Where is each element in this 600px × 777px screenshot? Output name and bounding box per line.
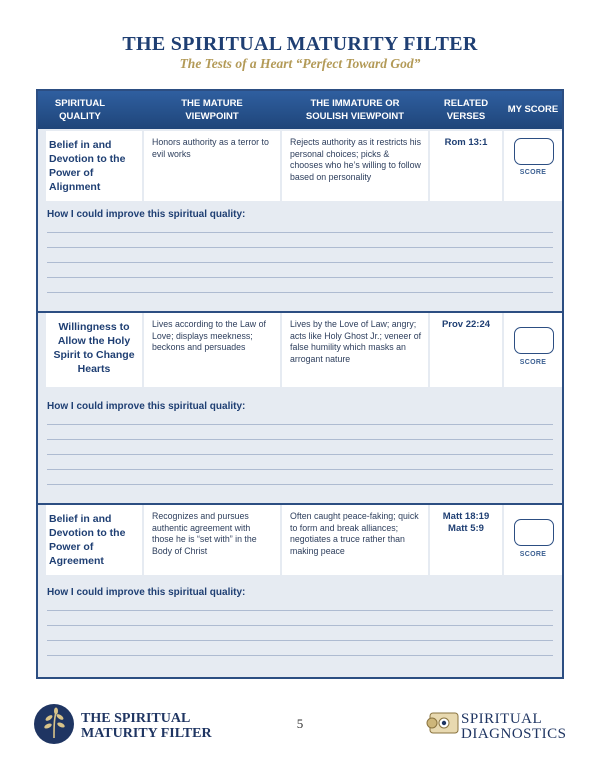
improve-label: How I could improve this spiritual quality:	[47, 209, 246, 220]
improve-label: How I could improve this spiritual quality:	[47, 401, 246, 412]
writing-line	[47, 625, 553, 626]
score-input[interactable]	[514, 519, 554, 546]
header-verses-line2: VERSES	[446, 111, 486, 122]
verses-cell	[430, 505, 502, 575]
score-label: SCORE	[519, 169, 547, 176]
mature-cell	[144, 313, 280, 387]
verses-cell	[430, 131, 502, 201]
mature-text: Lives according to the Law of Love; displays meekness; beckons and persuades	[152, 319, 266, 352]
immature-text: Rejects authority as it restricts his personal choices; picks & chooses who he’s willing to follow based on personality	[290, 137, 422, 182]
quality-cell	[46, 313, 142, 387]
table-header	[38, 91, 562, 129]
header-immature-line1: THE IMMATURE OR	[310, 98, 400, 109]
publisher-line2: DIAGNOSTICS	[461, 726, 567, 742]
footer-brand-line2: MATURITY FILTER	[81, 726, 212, 741]
quality-section-2	[38, 313, 562, 503]
publisher-line1: SPIRITUAL	[461, 711, 543, 727]
writing-line	[47, 424, 553, 425]
quality-name: Belief in and Devotion to the Power of Alignment	[49, 139, 126, 193]
publisher-name	[461, 712, 567, 742]
immature-text: Lives by the Love of Law; angry; acts like Holy Ghost Jr.; veneer of false humility which masks an arrogant nature	[290, 319, 422, 364]
page-title: THE SPIRITUAL MATURITY FILTER	[122, 33, 478, 55]
mature-cell	[144, 131, 280, 201]
writing-line	[47, 439, 553, 440]
mature-text: Honors authority as a terror to evil works	[152, 137, 269, 159]
score-cell	[504, 131, 562, 201]
immature-cell	[282, 131, 428, 201]
scroll-icon	[426, 708, 464, 743]
header-verses	[430, 97, 502, 123]
header-verses-line1: RELATED	[443, 98, 489, 109]
verses-text: Prov 22:24	[441, 319, 491, 330]
header-immature-line2: SOULISH VIEWPOINT	[305, 111, 405, 122]
header-quality-line2: QUALITY	[59, 111, 101, 122]
writing-line	[47, 292, 553, 293]
immature-cell	[282, 505, 428, 575]
header-mature	[144, 97, 280, 123]
writing-line	[47, 247, 553, 248]
filter-table	[36, 89, 564, 679]
score-cell	[504, 313, 562, 387]
mature-cell	[144, 505, 280, 575]
footer-brand-line1: THE SPIRITUAL	[81, 711, 191, 726]
writing-line	[47, 610, 553, 611]
header-mature-line2: VIEWPOINT	[185, 111, 239, 122]
quality-section-1	[38, 129, 562, 311]
immature-text: Often caught peace-faking; quick to form and break alliances; negotiates a truce rather than making peace	[290, 511, 419, 556]
page-number: 5	[296, 716, 304, 731]
improve-label: How I could improve this spiritual quality:	[47, 587, 246, 598]
verses-cell	[430, 313, 502, 387]
writing-line	[47, 640, 553, 641]
immature-cell	[282, 313, 428, 387]
quality-cell	[46, 131, 142, 201]
header-quality	[40, 97, 120, 123]
writing-line	[47, 232, 553, 233]
writing-line	[47, 277, 553, 278]
header-immature	[282, 97, 428, 123]
writing-line	[47, 454, 553, 455]
score-input[interactable]	[514, 327, 554, 354]
writing-line	[47, 484, 553, 485]
header-score: MY SCORE	[507, 104, 559, 115]
page-subtitle: The Tests of a Heart “Perfect Toward God”	[179, 56, 421, 71]
writing-line	[47, 262, 553, 263]
score-input[interactable]	[514, 138, 554, 165]
score-label: SCORE	[519, 359, 547, 366]
writing-line	[47, 469, 553, 470]
quality-name: Belief in and Devotion to the Power of Agreement	[49, 513, 126, 567]
verses-text: Matt 18:19 Matt 5:9	[442, 511, 490, 534]
quality-section-3	[38, 505, 562, 677]
score-cell	[504, 505, 562, 575]
verses-text: Rom 13:1	[444, 137, 488, 148]
quality-name: Willingness to Allow the Holy Spirit to Change Hearts	[53, 321, 135, 375]
quality-cell	[46, 505, 142, 575]
header-quality-line1: SPIRITUAL	[54, 98, 106, 109]
mature-text: Recognizes and pursues authentic agreement with those he is “set with” in the Body of Christ	[152, 511, 257, 556]
header-mature-line1: THE MATURE	[181, 98, 243, 109]
writing-line	[47, 655, 553, 656]
score-label: SCORE	[519, 551, 547, 558]
